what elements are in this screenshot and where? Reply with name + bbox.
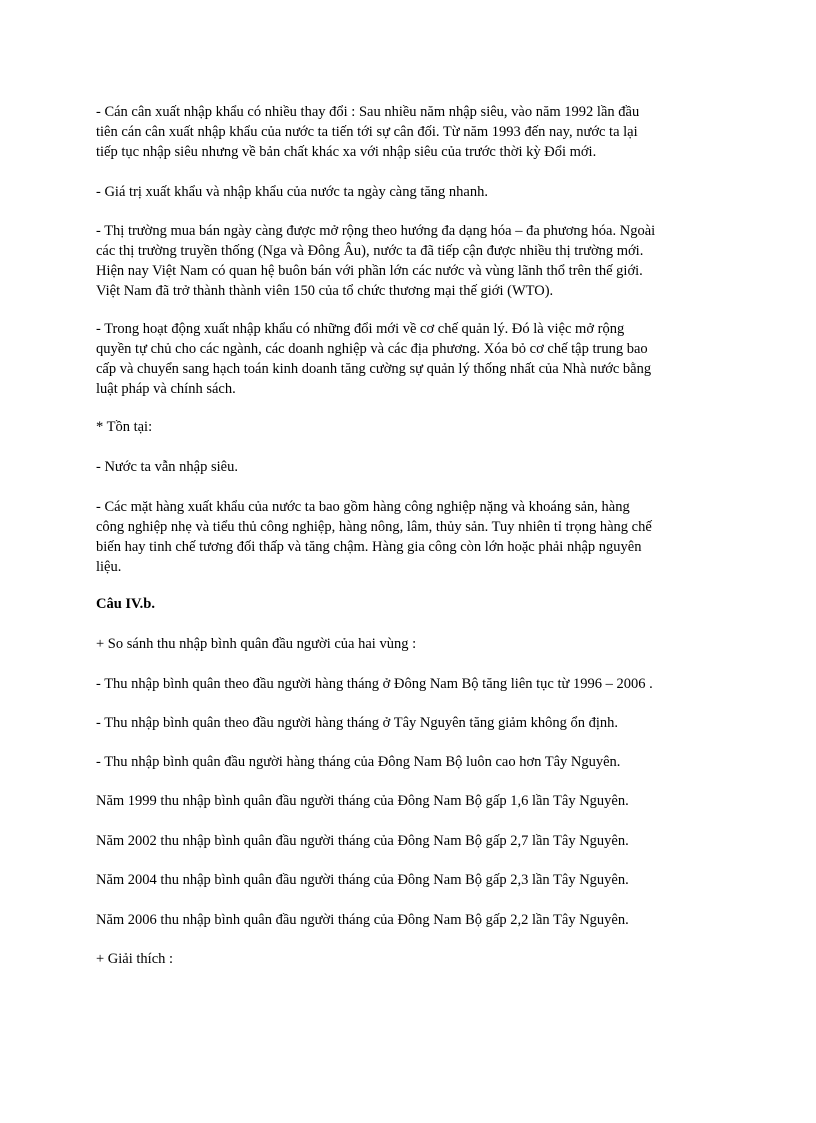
text-line: - Các mặt hàng xuất khẩu của nước ta bao gồm hàng công nghiệp nặng và khoáng sản, hàng [96,499,630,515]
text-line: + Giải thích : [96,951,174,967]
paragraph-export-import-value [96,182,720,202]
paragraph-market [96,221,720,301]
text-line: quyền tự chủ cho các ngành, các doanh nghiệp và các địa phương. Xóa bỏ cơ chế tập trung bao [96,341,648,357]
text-line: * Tồn tại: [96,419,153,435]
text-line: tiên cán cân xuất nhập khẩu của nước ta tiến tới sự cân đối. Từ năm 1993 đến nay, nước ta lại [96,124,638,140]
paragraph-trade-deficit [96,457,720,477]
text-line: - Cán cân xuất nhập khẩu có nhiều thay đổi : Sau nhiều năm nhập siêu, vào năm 1992 lần đầu [96,104,640,120]
paragraph-limitations-heading [96,417,720,437]
paragraph-trade-balance [96,102,720,162]
text-line: Năm 2002 thu nhập bình quân đầu người tháng của Đông Nam Bộ gấp 2,7 lần Tây Nguyên. [96,833,629,849]
text-line: - Thu nhập bình quân theo đầu người hàng tháng ở Đông Nam Bộ tăng liên tục từ 1996 – 2006 . [96,676,653,692]
text-line: - Giá trị xuất khẩu và nhập khẩu của nước ta ngày càng tăng nhanh. [96,184,488,200]
text-line: Hiện nay Việt Nam có quan hệ buôn bán với phần lớn các nước và vùng lãnh thổ trên thế giới. [96,263,643,279]
text-line: cấp và chuyển sang hạch toán kinh doanh tăng cường sự quản lý thống nhất của Nhà nước bằng [96,361,652,377]
text-line: các thị trường truyền thống (Nga và Đông Âu), nước ta đã tiếp cận được nhiều thị trường mới. [96,243,644,259]
text-line: liệu. [96,559,122,575]
text-line: công nghiệp nhẹ và tiểu thủ công nghiệp, hàng nông, lâm, thủy sản. Tuy nhiên tỉ trọng hàng chế [96,519,652,535]
text-line: + So sánh thu nhập bình quân đầu người của hai vùng : [96,636,417,652]
text-line: Năm 2006 thu nhập bình quân đầu người tháng của Đông Nam Bộ gấp 2,2 lần Tây Nguyên. [96,912,629,928]
text-line: - Thu nhập bình quân theo đầu người hàng tháng ở Tây Nguyên tăng giảm không ổn định. [96,715,619,731]
text-line: Năm 2004 thu nhập bình quân đầu người tháng của Đông Nam Bộ gấp 2,3 lần Tây Nguyên. [96,872,629,888]
text-line: - Trong hoạt động xuất nhập khẩu có những đổi mới về cơ chế quản lý. Đó là việc mở rộng [96,321,625,337]
section-heading: Câu IV.b. [96,596,155,612]
text-line: - Thu nhập bình quân đầu người hàng tháng của Đông Nam Bộ luôn cao hơn Tây Nguyên. [96,754,621,770]
text-line: Năm 1999 thu nhập bình quân đầu người tháng của Đông Nam Bộ gấp 1,6 lần Tây Nguyên. [96,793,629,809]
text-line: - Nước ta vẫn nhập siêu. [96,459,238,475]
text-line: biến hay tinh chế tương đối thấp và tăng chậm. Hàng gia công còn lớn hoặc phải nhập nguyên [96,539,642,555]
paragraph-management [96,319,720,399]
paragraph-export-goods [96,497,720,577]
text-line: tiếp tục nhập siêu nhưng về bản chất khác xa với nhập siêu của trước thời kỳ Đổi mới. [96,144,597,160]
text-line: Việt Nam đã trở thành thành viên 150 của tổ chức thương mại thế giới (WTO). [96,283,554,299]
text-line: - Thị trường mua bán ngày càng được mở rộng theo hướng đa dạng hóa – đa phương hóa. Ngoài [96,223,656,239]
text-line: luật pháp và chính sách. [96,381,236,397]
